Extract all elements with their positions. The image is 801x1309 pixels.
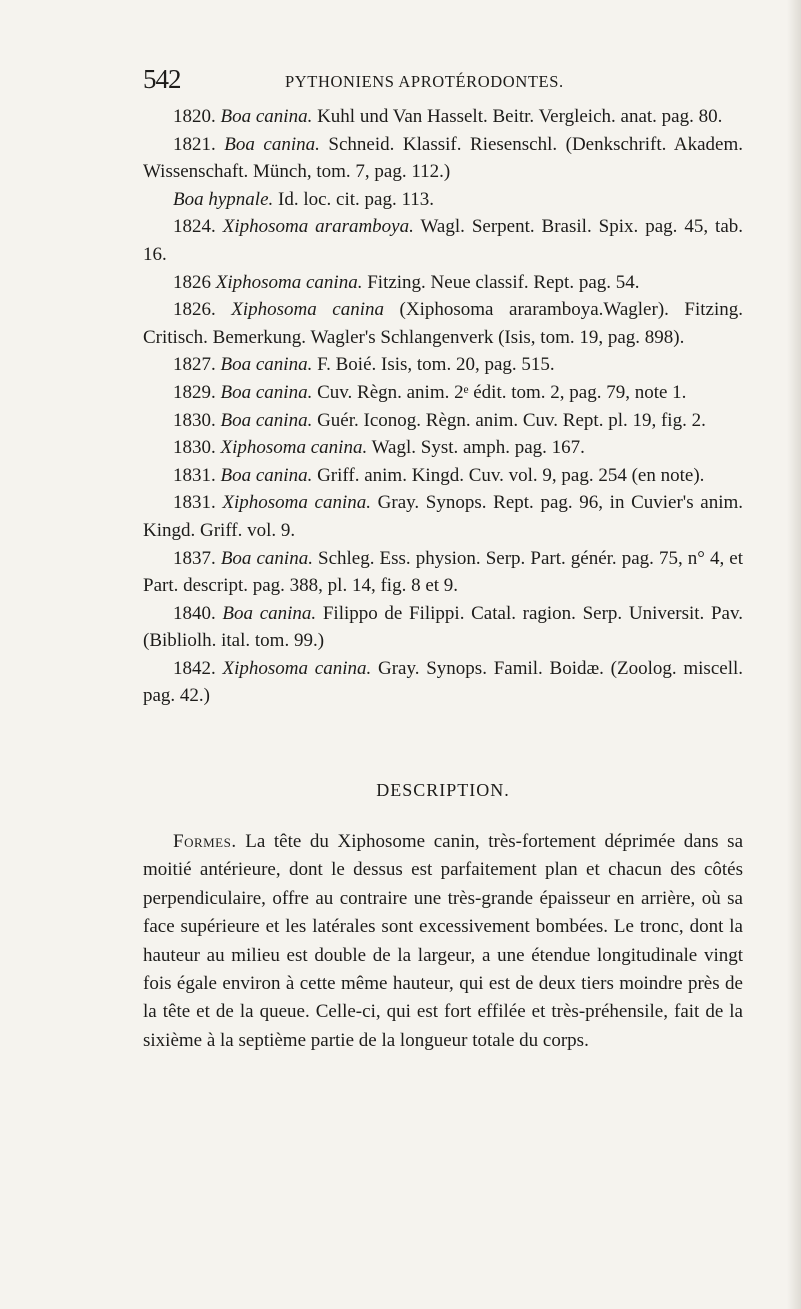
entry-reference: (Xiphosoma araramboya.Wagler). Fitzing. Critisch. Bemerkung. Wagler's Schlangenverk (Isis, tom. 19, pag. 898). bbox=[143, 299, 744, 348]
entry-year: 1829. bbox=[173, 381, 216, 403]
synonymy-entry bbox=[143, 269, 743, 297]
synonymy-entry bbox=[143, 379, 743, 407]
entry-reference: F. Boié. Isis, tom. 20, pag. 515. bbox=[312, 354, 555, 376]
entry-reference: Id. loc. cit. pag. 113. bbox=[273, 188, 435, 210]
entry-taxon: Boa canina. bbox=[224, 133, 320, 155]
entry-reference: Gray. Synops. Famil. Boidæ. (Zoolog. miscell. pag. 42.) bbox=[143, 657, 744, 707]
page-header bbox=[143, 64, 663, 94]
synonymy-entry bbox=[143, 655, 743, 710]
entry-reference: Cuv. Règn. anim. 2ᵉ édit. tom. 2, pag. 79, note 1. bbox=[312, 381, 687, 403]
entry-year: 1842. bbox=[173, 657, 216, 679]
entry-taxon: Boa canina. bbox=[220, 464, 313, 486]
entry-reference: Wagl. Serpent. Brasil. Spix. pag. 45, tab. 16. bbox=[143, 216, 744, 265]
entry-taxon: Boa canina. bbox=[220, 106, 313, 127]
synonymy-entry bbox=[143, 407, 743, 435]
entry-taxon: Boa canina. bbox=[222, 602, 317, 624]
page-edge-shadow bbox=[787, 0, 801, 1309]
entry-taxon: Boa canina. bbox=[220, 354, 313, 376]
synonymy-entry bbox=[143, 351, 743, 379]
running-head: PYTHONIENS APROTÉRODONTES. bbox=[285, 72, 564, 91]
synonymy-entry bbox=[143, 600, 743, 655]
section-heading: DESCRIPTION. bbox=[376, 780, 510, 800]
entry-reference: Schleg. Ess. physion. Serp. Part. génér. pag. 75, n° 4, et Part. descript. pag. 388, pl. 14, fig. 8 et 9. bbox=[143, 547, 743, 597]
entry-reference: Kuhl und Van Hasselt. Beitr. Vergleich. anat. pag. 80. bbox=[312, 106, 723, 127]
page-number: 542 bbox=[143, 64, 181, 94]
entry-reference: Schneid. Klassif. Riesenschl. (Denkschrift. Akadem. Wissenschaft. Münch, tom. 7, pag. 112.) bbox=[143, 133, 743, 183]
entry-taxon: Boa hypnale. bbox=[173, 188, 274, 210]
paragraph-body: La tête du Xiphosome canin, très-fortement déprimée dans sa moitié antérieure, dont le dessus est parfaitement plan et chacun des côtés perpendiculaire, offre au contraire une très-grande épaisseur en arrière, où sa face supérieure et les latérales sont excessivement bombées. Le tronc, dont la hauteur au milieu est double de la largeur, a une étendue longitudinale vingt fois égale environ à cette même hauteur, qui est de deux tiers moindre près de la tête et de la queue. Celle-ci, qui est fort effilée et très-préhensile, fait de la sixième à la septième partie de la longueur totale du corps. bbox=[143, 831, 743, 1051]
entry-year: 1831. bbox=[173, 492, 216, 514]
entry-year: 1826 bbox=[173, 271, 211, 293]
entry-taxon: Boa canina. bbox=[220, 547, 313, 569]
entry-taxon: Xiphosoma canina. bbox=[222, 657, 372, 679]
synonymy-entry bbox=[143, 489, 743, 544]
entry-reference: Filippo de Filippi. Catal. ragion. Serp. Universit. Pav. (Bibliolh. ital. tom. 99.) bbox=[143, 602, 743, 652]
synonymy-entry bbox=[143, 462, 743, 490]
entry-year: 1827. bbox=[173, 354, 216, 376]
synonymy-list bbox=[143, 103, 743, 710]
entry-year: 1840. bbox=[173, 602, 216, 624]
synonymy-entry bbox=[143, 103, 743, 131]
entry-year: 1830. bbox=[173, 409, 216, 431]
entry-year: 1821. bbox=[173, 133, 216, 155]
entry-reference: Gray. Synops. Rept. pag. 96, in Cuvier's anim. Kingd. Griff. vol. 9. bbox=[143, 492, 744, 541]
entry-reference: Wagl. Syst. amph. pag. 167. bbox=[367, 437, 585, 459]
entry-taxon: Xiphosoma canina. bbox=[220, 437, 368, 459]
entry-taxon: Boa canina. bbox=[220, 409, 313, 431]
description-paragraph bbox=[143, 828, 743, 1055]
entry-year: 1831. bbox=[173, 464, 216, 486]
entry-taxon: Xiphosoma canina bbox=[231, 299, 385, 321]
entry-taxon: Xiphosoma canina. bbox=[222, 492, 372, 514]
entry-reference: Griff. anim. Kingd. Cuv. vol. 9, pag. 254 (en note). bbox=[312, 464, 705, 486]
entry-year: 1824. bbox=[173, 216, 216, 238]
entry-taxon: Boa canina. bbox=[220, 381, 313, 403]
entry-year: 1820. bbox=[173, 106, 216, 127]
synonymy-entry bbox=[143, 131, 743, 186]
entry-year: 1837. bbox=[173, 547, 216, 569]
synonymy-entry bbox=[143, 296, 743, 351]
synonymy-entry bbox=[143, 186, 743, 214]
synonymy-entry bbox=[143, 213, 743, 268]
entry-taxon: Xiphosoma araramboya. bbox=[222, 216, 414, 238]
entry-reference: Guér. Iconog. Règn. anim. Cuv. Rept. pl. 19, fig. 2. bbox=[312, 409, 706, 431]
paragraph-lead: Formes. bbox=[173, 831, 237, 852]
entry-year: 1830. bbox=[173, 437, 216, 459]
entry-reference: Fitzing. Neue classif. Rept. pag. 54. bbox=[362, 271, 640, 293]
entry-year: 1826. bbox=[173, 299, 216, 321]
synonymy-entry bbox=[143, 434, 743, 462]
entry-taxon: Xiphosoma canina. bbox=[215, 271, 363, 293]
synonymy-entry bbox=[143, 545, 743, 600]
